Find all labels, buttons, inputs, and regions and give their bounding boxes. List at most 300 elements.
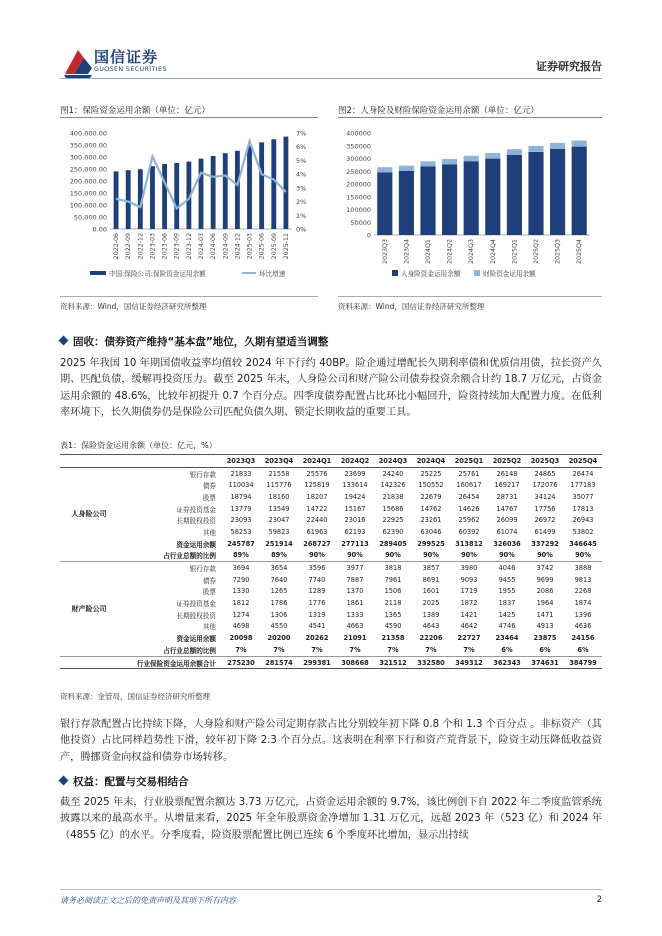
table-cell: 61074 <box>496 527 518 536</box>
row-label: 银行存款 <box>118 562 222 574</box>
bar-life <box>507 155 522 235</box>
section1-paragraph: 2025 年我国 10 年期国债收益率均值较 2024 年下行约 40BP。险企通过增配长久期利率债和优质信用债，拉长资产久期、匹配负债，缓解再投资压力。截至 2025 年末，人身险公司和财产险公司债券投资余额合计约 18.7 万亿元，占资金运用余额的 48.6%，比较年初提升 0.7 个百分点。四季度债券配置占比环比小幅回升，险资持续加大配置力度。在低利率环境下，长久期债券仍是保险公司匹配负债久期、锁定长期收益的重要工具。 <box>60 358 602 419</box>
table-row <box>60 644 602 656</box>
table-row <box>60 574 602 586</box>
legend-life-swatch <box>392 270 398 276</box>
table-row <box>60 621 602 633</box>
y-tick-label: 100000 <box>346 206 371 214</box>
brand-name-cn: 国信证券 <box>94 48 159 66</box>
row-label: 占行业总额的比例 <box>163 552 216 561</box>
bar-pc <box>550 143 565 149</box>
column-header: 2024Q4 <box>412 455 450 468</box>
table-cell: 20200 <box>267 634 291 643</box>
table-cell: 4746 <box>498 622 516 631</box>
legend-pc-label: 财险资金运用余额 <box>483 270 536 278</box>
table-cell: 14767 <box>496 504 518 513</box>
table-cell: 23464 <box>495 634 519 643</box>
x-tick-label: 2024-09 <box>222 233 230 260</box>
row-label: 证券投资基金 <box>176 600 216 609</box>
bar <box>162 164 167 229</box>
table-cell: 1421 <box>460 610 478 619</box>
table-cell: 7% <box>311 645 323 654</box>
bar-pc <box>485 153 500 159</box>
table-cell: 142326 <box>380 481 406 490</box>
figure2-bottom-rule <box>338 296 602 297</box>
x-tick-label: 2022-06 <box>113 233 121 260</box>
x-tick-label: 2025Q1 <box>511 239 519 264</box>
table-cell: 25576 <box>306 469 328 478</box>
table-cell: 26972 <box>534 516 556 525</box>
table-cell: 90% <box>347 551 363 560</box>
column-header: 2024Q3 <box>374 455 412 468</box>
table-cell: 26148 <box>496 469 518 478</box>
table-cell: 13779 <box>230 504 252 513</box>
table-cell: 26943 <box>572 516 594 525</box>
table-cell: 110034 <box>228 481 254 490</box>
table-cell: 22679 <box>420 492 442 501</box>
section1-heading-wrap <box>60 334 328 349</box>
table-cell: 8691 <box>422 575 440 584</box>
table-cell: 89% <box>233 551 249 560</box>
column-header: 2025Q4 <box>564 455 602 468</box>
table1-source: 资料来源：金管局，国信证券经济研究所整理 <box>60 692 210 701</box>
table-cell: 9093 <box>460 575 478 584</box>
y-tick-label: 300000 <box>346 155 371 163</box>
table-cell: 299525 <box>417 539 445 548</box>
table-cell: 2268 <box>574 587 592 596</box>
table-cell: 349312 <box>450 656 488 669</box>
table-cell: 14626 <box>458 504 480 513</box>
table-cell: 321512 <box>374 656 412 669</box>
table-cell: 299381 <box>298 656 336 669</box>
section2-heading-wrap <box>60 774 189 789</box>
table-row <box>60 491 602 503</box>
table-row <box>60 597 602 609</box>
table-cell: 34124 <box>534 492 556 501</box>
table-cell: 7% <box>273 645 285 654</box>
table-cell: 14722 <box>306 504 328 513</box>
table-cell: 22727 <box>457 634 481 643</box>
table-cell: 21838 <box>382 492 404 501</box>
table-cell: 4541 <box>308 622 326 631</box>
table-row <box>60 562 602 574</box>
table-cell: 4046 <box>488 562 526 574</box>
table-cell: 289405 <box>379 539 407 548</box>
table-cell: 1786 <box>270 599 288 608</box>
page-number: 2 <box>596 895 602 905</box>
bar-pc <box>420 161 435 166</box>
table-cell: 1289 <box>308 587 326 596</box>
x-tick-label: 2024Q2 <box>446 239 454 264</box>
table-cell: 1396 <box>574 610 592 619</box>
table-cell: 59823 <box>268 527 290 536</box>
table-cell: 4590 <box>384 622 402 631</box>
table-cell: 1471 <box>536 610 554 619</box>
row-group-label: 人身险公司 <box>71 510 107 519</box>
table-row <box>60 467 602 479</box>
row-group-label: 财产险公司 <box>60 562 118 657</box>
row-label: 债券 <box>202 482 216 491</box>
row-label: 长期股权投资 <box>176 517 216 526</box>
table-cell: 1964 <box>536 599 554 608</box>
disclaimer-note: 请务必阅读正文之后的免责声明及其项下所有内容 <box>60 896 236 905</box>
table-row <box>60 514 602 526</box>
y-tick-label: 0 <box>366 231 371 240</box>
table-row <box>60 609 602 621</box>
bar <box>211 156 216 229</box>
report-type: 证券研究报告 <box>536 60 602 73</box>
table-cell: 7640 <box>270 575 288 584</box>
table-cell: 115776 <box>266 481 292 490</box>
table-cell: 7887 <box>346 575 364 584</box>
bar-pc <box>507 149 522 155</box>
table-cell: 133614 <box>342 481 368 490</box>
bar-life <box>485 159 500 235</box>
table-cell: 20098 <box>229 634 253 643</box>
bar-life <box>572 147 587 235</box>
table-cell: 275230 <box>222 656 260 669</box>
table-cell: 1389 <box>422 610 440 619</box>
table-cell: 1955 <box>498 587 516 596</box>
table-cell: 26454 <box>458 492 480 501</box>
table-cell: 19424 <box>344 492 366 501</box>
x-tick-label: 2023-06 <box>161 233 169 260</box>
table-cell: 3818 <box>374 562 412 574</box>
table-row <box>60 526 602 538</box>
table-cell: 23261 <box>420 516 442 525</box>
y-tick-label: 100,000.00 <box>69 201 107 210</box>
table-header-row <box>60 455 602 468</box>
bar <box>126 170 131 229</box>
table-cell: 3694 <box>222 562 260 574</box>
table1-title: 表1：保险资金运用余额（单位：亿元，%） <box>60 441 217 450</box>
x-tick-label: 2025-12 <box>282 233 290 260</box>
bar-life <box>550 149 565 235</box>
y-tick-label: 200000 <box>346 180 371 189</box>
row-label: 资金运用余额 <box>176 635 216 644</box>
x-tick-label: 2022-09 <box>125 233 133 260</box>
bar-life <box>442 164 457 235</box>
bar-life <box>528 152 543 235</box>
table-cell: 4663 <box>346 622 364 631</box>
diamond-bullet-icon <box>59 776 69 786</box>
table-cell: 1776 <box>308 599 326 608</box>
legend-bar-swatch <box>90 271 106 275</box>
table-cell: 245787 <box>227 539 255 548</box>
bar-pc <box>377 167 392 172</box>
x-tick-label: 2025Q4 <box>576 239 584 264</box>
bar <box>259 142 264 229</box>
x-tick-label: 2025-06 <box>258 233 266 260</box>
table-cell: 53802 <box>572 527 594 536</box>
table-cell: 4643 <box>422 622 440 631</box>
table-cell: 1365 <box>384 610 402 619</box>
table-cell: 26099 <box>496 516 518 525</box>
table-cell: 90% <box>575 551 591 560</box>
bar-pc <box>572 140 587 146</box>
table-cell: 61499 <box>534 527 556 536</box>
table-cell: 15167 <box>344 504 366 513</box>
row-label: 其他 <box>202 623 216 632</box>
table-cell: 3596 <box>298 562 336 574</box>
table-cell: 58253 <box>230 527 252 536</box>
bar <box>284 137 289 229</box>
section2-paragraph: 截至 2025 年末，行业股票配置余额达 3.73 万亿元，占资金运用余额的 9.7%，该比例创下自 2022 年二季度监管系统披露以来的最高水平。从增量来看，2025 年全年股票资金净增加 1.31 万亿元，远超 2023 年（523 亿）和 2024 年（4855 亿）的水平。分季度看，险资股票配置比例已连续 6 个季度环比增加，显示出持续 <box>60 797 602 841</box>
table-cell: 7740 <box>308 575 326 584</box>
table-cell: 362343 <box>488 656 526 669</box>
figure1-title: 图1：保险资金运用余额（单位：亿元） <box>60 106 210 116</box>
table-cell: 1837 <box>498 599 516 608</box>
y2-tick-label: 6% <box>296 143 307 152</box>
table-cell: 3977 <box>336 562 374 574</box>
bar-pc <box>464 156 479 161</box>
table-cell: 268727 <box>303 539 331 548</box>
bar <box>174 163 179 229</box>
table-cell: 1812 <box>232 599 250 608</box>
table-cell: 90% <box>499 551 515 560</box>
y-tick-label: 400000 <box>346 129 371 138</box>
table-cell: 9813 <box>574 575 592 584</box>
legend-bar-label: 中国:保险公司:保险资金运用余额 <box>109 270 206 278</box>
table-cell: 4550 <box>270 622 288 631</box>
table-cell: 23875 <box>533 634 557 643</box>
table-cell: 20262 <box>305 634 329 643</box>
table-total-row <box>60 656 602 669</box>
y-tick-label: 350,000.00 <box>69 141 107 150</box>
insurance-funds-table <box>60 454 602 669</box>
table-cell: 4698 <box>232 622 250 631</box>
table-cell: 346645 <box>569 539 597 548</box>
table-row <box>60 632 602 644</box>
y-tick-label: 300,000.00 <box>69 153 107 162</box>
column-header: 2023Q3 <box>222 455 260 468</box>
column-header: 2025Q2 <box>488 455 526 468</box>
y2-tick-label: 7% <box>296 129 307 138</box>
row-label: 证券投资基金 <box>176 505 216 514</box>
y-tick-label: 400,000.00 <box>69 129 107 138</box>
table-cell: 277113 <box>341 539 369 548</box>
table-cell: 160617 <box>456 481 482 490</box>
table-cell: 90% <box>385 551 401 560</box>
table-cell: 62390 <box>382 527 404 536</box>
bar-life <box>399 171 414 235</box>
row-label: 行业保险资金运用余额合计 <box>60 656 222 669</box>
y2-tick-label: 1% <box>296 211 307 220</box>
x-tick-label: 2023-09 <box>173 233 181 260</box>
table-cell: 1425 <box>498 610 516 619</box>
section1-heading: 固收：债券资产维持“基本盘”地位，久期有望适当调整 <box>73 336 329 348</box>
table-cell: 23047 <box>268 516 290 525</box>
table-cell: 6% <box>577 645 589 654</box>
table-cell: 374631 <box>526 656 564 669</box>
table-cell: 384799 <box>564 656 602 669</box>
table-cell: 7% <box>235 645 247 654</box>
table-row <box>60 503 602 515</box>
bar-pc <box>399 166 414 171</box>
section2-heading: 权益：配置与交易相结合 <box>73 776 189 788</box>
table-cell: 89% <box>271 551 287 560</box>
y2-tick-label: 3% <box>296 184 307 193</box>
table-cell: 308668 <box>336 656 374 669</box>
table-cell: 61963 <box>306 527 328 536</box>
legend-line-label: 环比增速 <box>259 270 286 278</box>
y-tick-label: 0.00 <box>92 225 107 234</box>
table-cell: 281574 <box>260 656 298 669</box>
table-cell: 26474 <box>572 469 594 478</box>
table-cell: 25761 <box>458 469 480 478</box>
y-tick-label: 50000 <box>350 218 371 227</box>
bar <box>271 139 276 229</box>
table-cell: 125819 <box>304 481 330 490</box>
y-tick-label: 250,000.00 <box>69 165 107 174</box>
row-label: 占行业总额的比例 <box>163 646 216 655</box>
x-tick-label: 2024Q1 <box>425 239 432 264</box>
y2-tick-label: 5% <box>296 156 307 165</box>
table-cell: 3654 <box>260 562 298 574</box>
table-cell: 2118 <box>384 599 402 608</box>
figure2-source: 资料来源：Wind，国信证券经济研究所整理 <box>338 302 485 311</box>
x-tick-label: 2024Q4 <box>489 239 497 264</box>
table-cell: 3742 <box>526 562 564 574</box>
table-cell: 17813 <box>572 504 594 513</box>
table-row <box>60 538 602 550</box>
table-cell: 21833 <box>230 469 252 478</box>
table-cell: 21358 <box>381 634 405 643</box>
column-header: 2024Q2 <box>336 455 374 468</box>
table-cell: 251914 <box>265 539 293 548</box>
x-tick-label: 2023-12 <box>185 233 193 260</box>
table-cell: 24865 <box>534 469 556 478</box>
table-cell: 13549 <box>268 504 290 513</box>
table-cell: 7% <box>349 645 361 654</box>
bar <box>199 159 204 229</box>
table-cell: 1319 <box>308 610 326 619</box>
table-cell: 1601 <box>422 587 440 596</box>
column-header: 2024Q1 <box>298 455 336 468</box>
table-cell: 326036 <box>493 539 521 548</box>
column-header: 2025Q3 <box>526 455 564 468</box>
table-cell: 4913 <box>536 622 554 631</box>
table-row <box>60 479 602 491</box>
table-cell: 3980 <box>450 562 488 574</box>
y2-tick-label: 4% <box>296 170 307 179</box>
row-label: 股票 <box>202 588 216 597</box>
table-cell: 7% <box>387 645 399 654</box>
row-label: 其他 <box>202 528 216 537</box>
bar-life <box>420 166 435 235</box>
table-cell: 6% <box>501 645 513 654</box>
table-cell: 14762 <box>420 504 442 513</box>
figure2-title: 图2：人身险及财险保险资金运用余额（单位：亿元） <box>338 106 539 116</box>
table-cell: 62193 <box>344 527 366 536</box>
x-tick-label: 2025-09 <box>270 233 278 260</box>
paragraph2: 银行存款配置占比持续下降，人身险和财产险公司定期存款占比分别较年初下降 0.8 个和 1.3 个百分点 。非标资产（其他投资）占比同样趋势性下滑，较年初下降 2.3 个百分点。这表明在利率下行和资产荒背景下，险资主动压降低收益资产，腾挪资金向权益和债券市场转移。 <box>60 719 602 763</box>
x-tick-label: 2024Q3 <box>468 239 476 264</box>
legend-life-label: 人身险资金运用余额 <box>401 270 461 278</box>
table-cell: 18160 <box>268 492 290 501</box>
row-label: 债券 <box>202 576 216 585</box>
row-label: 股票 <box>202 493 216 502</box>
table-cell: 1506 <box>384 587 402 596</box>
table-cell: 2086 <box>536 587 554 596</box>
row-label: 资金运用余额 <box>176 540 216 549</box>
table-cell: 313812 <box>455 539 483 548</box>
x-tick-label: 2024-06 <box>210 233 218 260</box>
table-cell: 23699 <box>344 469 366 478</box>
x-tick-label: 2024-03 <box>198 233 205 260</box>
x-tick-label: 2025-03 <box>246 233 254 260</box>
table-cell: 24240 <box>382 469 404 478</box>
table-cell: 1265 <box>270 587 288 596</box>
table-cell: 150552 <box>418 481 444 490</box>
bar-pc <box>442 159 457 164</box>
figure1-rule <box>60 117 318 118</box>
legend-pc-swatch <box>474 270 480 276</box>
table-cell: 21091 <box>343 634 367 643</box>
table-cell: 7% <box>463 645 475 654</box>
table-cell: 17756 <box>534 504 556 513</box>
table-cell: 22206 <box>419 634 443 643</box>
y-tick-label: 150000 <box>346 193 371 202</box>
table-cell: 1330 <box>232 587 250 596</box>
table-cell: 3888 <box>564 562 602 574</box>
table-cell: 1274 <box>232 610 250 619</box>
table-cell: 24156 <box>571 634 595 643</box>
figure1-source: 资料来源：Wind，国信证券经济研究所整理 <box>60 302 207 311</box>
table-cell: 9699 <box>536 575 554 584</box>
x-tick-label: 2025Q2 <box>533 239 540 264</box>
y-tick-label: 250000 <box>346 167 371 176</box>
x-tick-label: 2023-03 <box>149 233 157 260</box>
y2-tick-label: 2% <box>296 198 307 207</box>
bar <box>223 153 228 229</box>
table-cell: 25225 <box>420 469 442 478</box>
table-cell: 35077 <box>572 492 594 501</box>
bar-pc <box>528 146 543 152</box>
figure1-bottom-rule <box>60 296 318 297</box>
x-tick-label: 2022-12 <box>137 233 145 260</box>
figure1-chart <box>60 119 318 294</box>
table-cell: 28731 <box>496 492 518 501</box>
table-cell: 90% <box>537 551 553 560</box>
table-cell: 172076 <box>532 481 558 490</box>
brand-name-en: GUOSEN SECURITIES <box>94 66 167 73</box>
table-cell: 4642 <box>460 622 478 631</box>
table-cell: 9455 <box>498 575 516 584</box>
y-tick-label: 350000 <box>346 142 371 151</box>
x-tick-label: 2023Q4 <box>403 239 411 264</box>
y-tick-label: 200,000.00 <box>69 177 107 186</box>
table-cell: 6% <box>539 645 551 654</box>
table-cell: 1874 <box>574 599 592 608</box>
table-cell: 23093 <box>230 516 252 525</box>
table-cell: 63046 <box>420 527 442 536</box>
bar <box>247 146 252 229</box>
row-label: 银行存款 <box>189 470 216 479</box>
diamond-bullet-icon <box>59 336 69 346</box>
table-cell: 177183 <box>570 481 596 490</box>
y2-tick-label: 0% <box>296 225 307 234</box>
table-cell: 337292 <box>531 539 559 548</box>
table-cell: 1861 <box>346 599 364 608</box>
x-tick-label: 2023Q3 <box>381 239 389 264</box>
table-cell: 25962 <box>458 516 480 525</box>
table-cell: 22440 <box>306 516 328 525</box>
table-cell: 18794 <box>230 492 252 501</box>
table-cell: 23016 <box>344 516 366 525</box>
column-header: 2023Q4 <box>260 455 298 468</box>
table-cell: 60392 <box>458 527 480 536</box>
